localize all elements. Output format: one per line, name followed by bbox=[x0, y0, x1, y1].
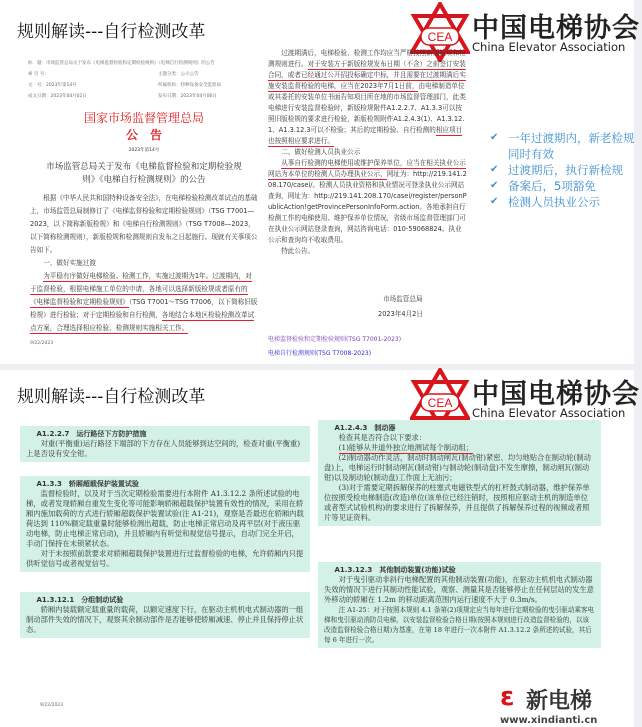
paragraph bbox=[26, 549, 304, 569]
key-point: ✔ 备案后，5项豁免 bbox=[490, 179, 596, 193]
key-point: ✔ 检测人员执业公示 bbox=[490, 195, 600, 209]
underlined-text: 为平稳有序做好电梯检验、检测工作，实施过渡期为1年。过渡期内，对于监督检验，根据电梯施工单位的申请，各地可以选择新版检规或者原有的《电梯监督检验和定期检验规则》 bbox=[30, 272, 252, 306]
check-icon: ✔ bbox=[490, 196, 499, 207]
paragraph bbox=[268, 158, 468, 246]
signer: 市场监管总局 bbox=[383, 295, 423, 303]
announcement-right-column bbox=[268, 48, 468, 257]
announcement-headline: 市场监管总局关于发布《电梯监督检验和定期检验规则》《电梯自行检测规则》的公告 bbox=[46, 162, 242, 185]
logo-name-en: China Elevator Association bbox=[472, 406, 626, 420]
rule-heading: A1.2.2.7 运行路径下方防护措施 bbox=[36, 430, 147, 438]
paragraph bbox=[30, 270, 258, 335]
paragraph bbox=[268, 48, 468, 147]
check-icon: ✔ bbox=[490, 180, 499, 191]
cea-logo bbox=[410, 368, 640, 428]
check-icon: ✔ bbox=[490, 132, 499, 143]
paragraph bbox=[26, 605, 304, 635]
document-metadata: 标 题：市场监管总局关于发布《电梯监督检验和定期检验规则》《电梯自行检测规则》的公告 索 引 号： 主题分类：公示公告 文 号：2023年第14号 所属机构：特种设备安全监察局 成文日期：2023年04月02日 发布日期：2023年04月06日 bbox=[28, 61, 221, 99]
rule-panel bbox=[318, 420, 601, 526]
text: 注 A1-25：对于按照本规则 4.1 条第(2)项规定应当每年进行定期检验的曳引驱动乘客电梯和曳引驱动消防员电梯，以安装监督检验合格日期(按照本规则进行改造监督检验的，以该改造监督检验合格日期)为基准，在第 18 年进行一次本附件 A1.3.12.2 条所述的试验，其后每 6 年进行一次。 bbox=[324, 606, 595, 644]
rule-panel bbox=[20, 426, 310, 462]
paragraph bbox=[26, 489, 304, 549]
text: 过渡期满后，电梯检验、检测工作均应当严格按照新版检规和检测规则进行。 bbox=[268, 49, 466, 68]
slide-date: 9/22/2023 bbox=[30, 341, 54, 346]
text: （TSG T7001～TSG T7006，以下简称旧版检规）进行检验；对于定期检验和自行检测， bbox=[30, 298, 258, 319]
text: 由电梯制造单位或其委托的安装单位书面告知项目所在地的市场监督管理部门，此类电梯进行安装监督检验时，新版检规附件A1.2.2.7、A1.3.3可以按照旧版检规的要求进行检验，新版检规附件A1.2.4.3(1)、A1.3.12.1、A1.3.12.3可以不检验；其后的定期检验、自行检测的 bbox=[268, 82, 466, 134]
text: 一、做好实施过渡 bbox=[43, 259, 96, 267]
announcement-left-column bbox=[30, 112, 258, 350]
cea-triangle-icon bbox=[410, 368, 470, 428]
paragraph bbox=[30, 192, 258, 257]
check-icon: ✔ bbox=[490, 164, 499, 175]
text: (3)对于需要定期拆解保养的柱塞式电磁铁型式的杠杆鼓式制动器，维护保养单位按照受检电梯制造(改造)单位(该单位已经注销时，按照相应驱动主机的制造单位或者型式试验机构)的要求进行了拆解保养，并且提供了拆解保养过程的视频或者照片等见证资料。 bbox=[324, 483, 590, 522]
svg-text:CEA: CEA bbox=[427, 396, 453, 410]
paragraph bbox=[324, 605, 595, 645]
paragraph bbox=[324, 575, 595, 605]
text: 特此公告。 bbox=[281, 247, 315, 255]
logo-name-en: China Elevator Association bbox=[472, 40, 626, 54]
paragraph bbox=[26, 439, 304, 459]
link-tsg-t7008[interactable]: 电梯自行检测规则(TSG T7008-2023) bbox=[268, 350, 372, 357]
paragraph bbox=[268, 246, 468, 257]
underlined-text: 相应项目也按照相应要求进行。 bbox=[268, 126, 463, 145]
xindianti-watermark: ε 新电梯 www.xindianti.cn bbox=[500, 682, 598, 726]
paragraph bbox=[268, 147, 468, 158]
rule-heading: A1.3.3 轿厢超载保护装置试验 bbox=[36, 480, 139, 488]
slide-date: 9/22/2023 bbox=[40, 703, 64, 708]
paragraph bbox=[324, 453, 595, 483]
rule-heading: A1.2.4.3 制动器 bbox=[334, 424, 396, 432]
underlined-text: 从事自行检测的电梯使用或维护保养单位，应当在相关执业公示网站为本单位的检测人员办理执业公示， bbox=[268, 159, 466, 178]
svg-text:CEA: CEA bbox=[427, 30, 453, 44]
sign-date: 2023年4月2日 bbox=[378, 310, 423, 318]
paragraph bbox=[324, 483, 595, 523]
slide-2 bbox=[0, 370, 640, 727]
link-tsg-t7001[interactable]: 电梯监督检验和定期检验规则(TSG T7001-2023) bbox=[268, 336, 402, 343]
xindianti-logo-icon: ε bbox=[500, 682, 515, 712]
logo-name-cn: 中国电梯协会 bbox=[472, 13, 640, 44]
text: 对于未按照前款要求对轿厢超载保护装置进行过监督检验的电梯，允许轿厢内只提供听觉信号或者视觉信号。 bbox=[26, 549, 304, 568]
text: 二、做好检测人员执业公示 bbox=[281, 148, 361, 156]
rule-heading: A1.3.12.1 分组制动试验 bbox=[36, 596, 124, 604]
text: 轿厢内装载额定载重量的载荷，以额定速度下行，在驱动主机机电式制动器的一组制动部件失效的情况下，观察其余制动部件是否能够使轿厢减速、停止并且保持停止状态。 bbox=[26, 605, 304, 634]
key-points-list bbox=[488, 130, 638, 210]
announcement-number: 2023年第14号 bbox=[128, 148, 160, 153]
rule-heading: A1.3.12.3 其他制动装置(功能)试验 bbox=[334, 566, 456, 574]
text: 检查其是否符合以下要求： bbox=[338, 433, 427, 442]
paragraph bbox=[30, 257, 258, 270]
logo-name-cn: 中国电梯协会 bbox=[472, 379, 640, 410]
text: 对重(平衡重)运行路径下端部的下方存在人员能够到达空间的，检查对重(平衡重)上是否设有安全钳。 bbox=[26, 439, 301, 458]
rule-panel bbox=[20, 476, 310, 572]
paragraph bbox=[324, 433, 595, 443]
slide-title: 规则解读---自行检测改革 bbox=[17, 387, 206, 407]
key-point: ✔ 一年过渡期内，新老检规同时有效 bbox=[490, 131, 635, 161]
agency-name: 国家市场监督管理总局 bbox=[83, 111, 204, 125]
key-point: ✔ 过渡期后，执行新检规 bbox=[490, 163, 623, 177]
text: (2)制动器动作灵活，制动时制动闸瓦(制动钳)紧密、均匀地贴合在制动轮(制动盘)上，电梯运行时制动闸瓦(制动钳)与制动轮(制动盘)不发生摩擦，制动闸瓦(制动钳)以及制动轮(制动盘)工作面上无油污； bbox=[324, 453, 591, 482]
text: 监督检验时，以及对于当次定期检验需要进行本附件 A1.3.12.2 条所述试验的电梯，或者发现轿厢自重发生变化等可能影响轿厢超载保护装置有效性的情况，采用在轿厢内施加载荷的方式进行轿厢超载保护装置试验(注 A1-21)，观察是否最迟在轿厢内载荷达到 110%额定载重量时能够检测出超载，防止电梯正常启动及再平层(对于液压驱动电梯，防止电梯正常启动)，并且轿厢内有听觉和视觉信号提示，自动门完全开启，手动门保持在未锁紧状态。 bbox=[26, 489, 304, 548]
underlined-text: 对于安装方于新版检规发布日期（不含）之前签订安装合同，或者已经通过公开招投标确定中标，并且需要在过渡期满后实施安装监督检验的电梯，应当在2023年7月1日前， bbox=[268, 60, 466, 90]
slide-1 bbox=[0, 0, 640, 364]
text: 根据《中华人民共和国特种设备安全法》，在电梯检验检测改革试点的基础上，市场监管总局制修订了《电梯监督检验和定期检验规则》（TSG T7001—2023，以下简称新版检规）和《电梯自行检测规则》（TSG T7008—2023，以下简称检测规则），新版检规和检测规则自发布之日起施行。现就有关事项公告如下。 bbox=[30, 194, 258, 254]
announcement-heading: 公 告 bbox=[125, 128, 162, 142]
underlined-text: 各地结合本地区检验检测改革试点方案，合理选择相应检验、检测规则实施相关工作。 bbox=[30, 311, 255, 332]
paragraph bbox=[324, 443, 595, 453]
slide-title: 规则解读---自行检测改革 bbox=[17, 22, 206, 42]
rule-panel bbox=[318, 562, 601, 648]
text: 网址为：http://219.141.208.170/casei/。检测人员执业资格和执业情况可登录执业公示网站查询，网址为：http://219.141.208.170/casei/register/personPublicAction!getProvincePersonInfoForm.action。各地承担自行检测工作的电梯使用、维护保养单位情况，省级市场监督管理部门可在执业公示网站登录查询，网站咨询电话：010-59068824。执业公示和查询均不收取费用。 bbox=[268, 170, 467, 244]
rule-panel bbox=[20, 592, 310, 638]
underlined-text: (1)能够从井道外独立地测试每个制动组； bbox=[338, 443, 473, 452]
text: 对于曳引驱动非斜行电梯配置的其他制动装置(功能)，在驱动主机机电式制动器失效的情况下进行其制动性能试验，观察、测量其是否能够停止在任何层站的发生意外移动的轿厢在 1.2m 的移动距离范围内运行速度不大于 0.3m/s。 bbox=[324, 575, 594, 604]
